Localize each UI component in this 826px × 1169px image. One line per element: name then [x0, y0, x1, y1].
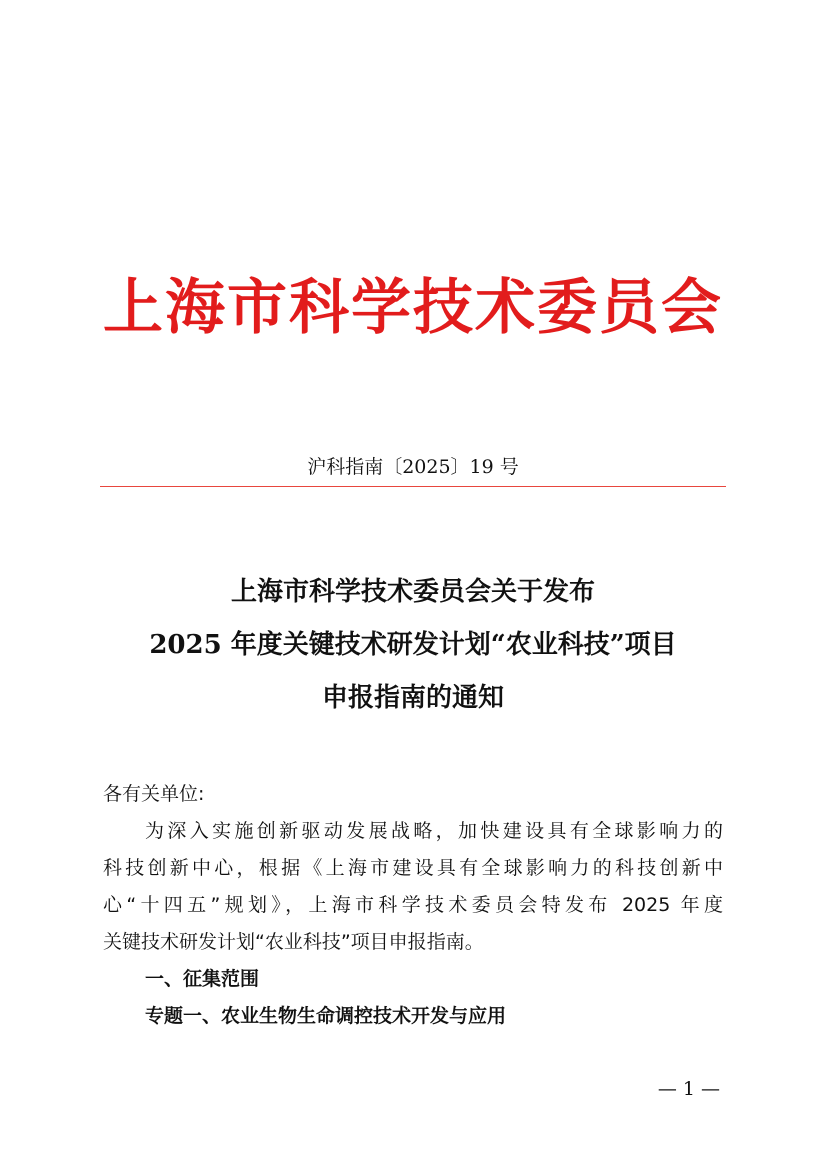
notice-title-line-2: 2025 年度关键技术研发计划“农业科技”项目: [149, 630, 677, 660]
notice-body: [103, 776, 723, 1035]
paragraph-line: 科技创新中心，根据《上海市建设具有全球影响力的科技创新中: [103, 857, 723, 879]
paragraph-line: 为深入实施创新驱动发展战略，加快建设具有全球影响力的: [145, 820, 723, 842]
salutation: 各有关单位:: [103, 783, 205, 805]
issuing-authority-title: 上海市科学技术委员会: [103, 273, 723, 343]
paragraph-line: 心“十四五”规划》，上海市科学技术委员会特发布 2025 年度: [103, 894, 723, 916]
paragraph-line: 关键技术研发计划“农业科技”项目申报指南。: [103, 931, 484, 953]
section-heading-scope: 一、征集范围: [145, 968, 260, 990]
document-number: 沪科指南〔2025〕19 号: [307, 456, 519, 478]
red-divider-line: [100, 486, 726, 487]
notice-title: [60, 566, 766, 725]
intro-paragraph: [103, 813, 723, 961]
notice-title-line-3: 申报指南的通知: [321, 683, 504, 713]
notice-title-line-1: 上海市科学技术委员会关于发布: [230, 577, 595, 607]
page-number: — 1 —: [657, 1078, 720, 1100]
topic-heading-1: 专题一、农业生物生命调控技术开发与应用: [145, 1005, 507, 1027]
